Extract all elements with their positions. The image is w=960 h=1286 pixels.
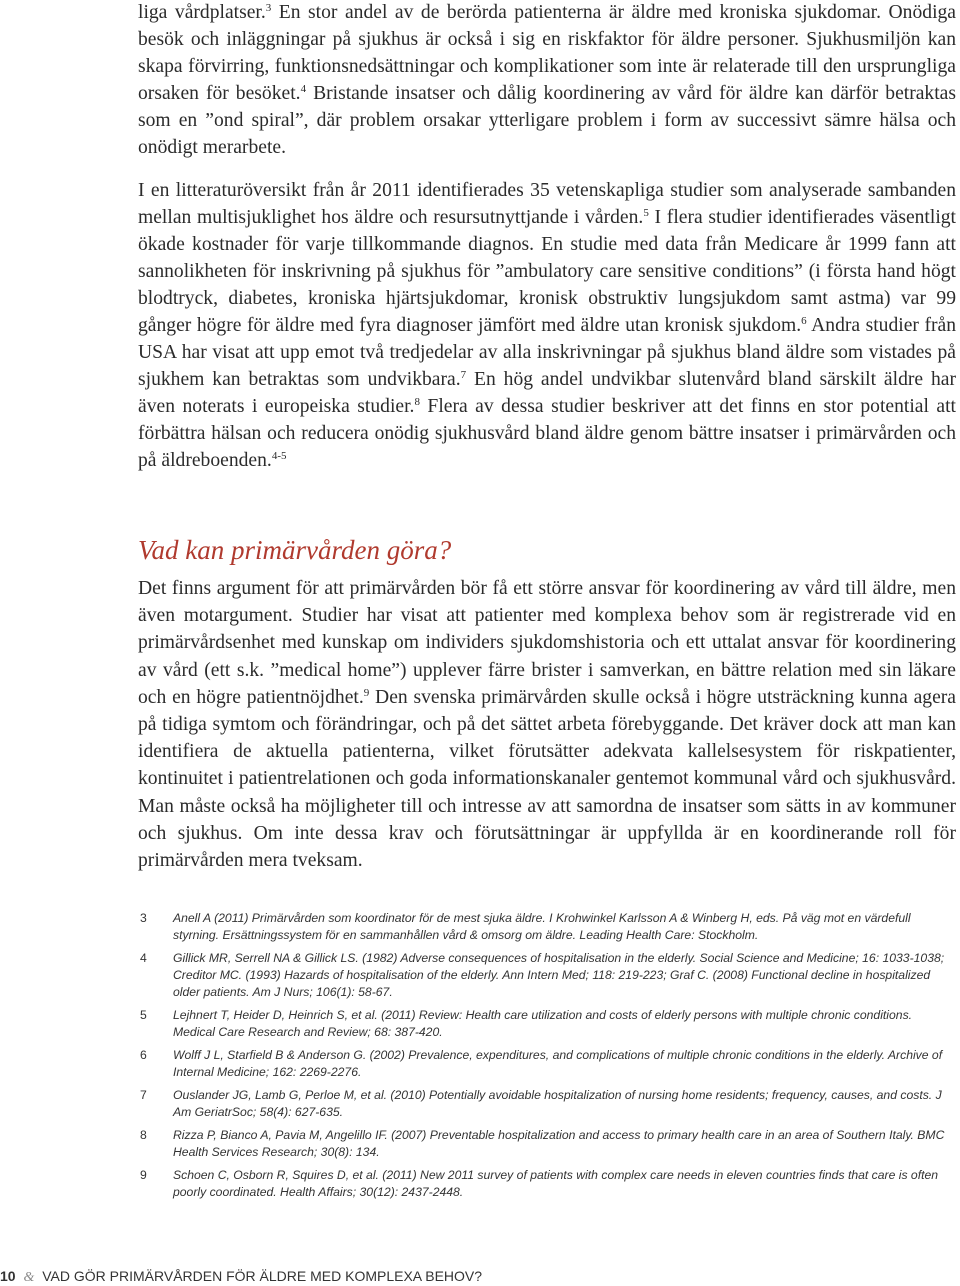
footnote bbox=[140, 1007, 956, 1041]
paragraph-1 bbox=[138, 0, 956, 161]
footnote bbox=[140, 910, 956, 944]
ampersand-mark: & bbox=[23, 1270, 35, 1285]
footnotes bbox=[140, 910, 956, 1207]
footnote-ref[interactable]: 5 bbox=[643, 207, 649, 220]
footnote-number: 5 bbox=[140, 1008, 147, 1022]
footnote bbox=[140, 950, 956, 1001]
footnote-number: 3 bbox=[140, 911, 147, 925]
footnote-number: 8 bbox=[140, 1128, 147, 1142]
footnote-ref[interactable]: 4-5 bbox=[271, 449, 287, 462]
footnote-text: Anell A (2011) Primärvården som koordinator för de mest sjuka äldre. I Krohwinkel Karlsson A & Winberg H, eds. På väg mot en värdefull styrning. Ersättningssystem för en sammanhållen vård & omsorg om äldre. Leading Health Care: Stockholm. bbox=[173, 911, 911, 942]
page-footer bbox=[0, 1268, 960, 1286]
section-heading: Vad kan primärvården göra? bbox=[138, 535, 452, 565]
footnote-number: 7 bbox=[140, 1088, 147, 1102]
paragraph-2-text: Flera av dessa studier beskriver att det finns en stor potential att förbättra hälsan och reducera onödig sjukhusvård bland äldre genom bättre insatser i primärvården och på äldreboenden. bbox=[138, 395, 956, 471]
footnote-ref[interactable]: 9 bbox=[363, 686, 370, 699]
footnote-number: 9 bbox=[140, 1168, 147, 1182]
footnote-number: 4 bbox=[140, 951, 147, 965]
footnote-ref[interactable]: 8 bbox=[414, 395, 420, 408]
footnote-text: Schoen C, Osborn R, Squires D, et al. (2011) New 2011 survey of patients with complex care needs in eleven countries finds that care is often poorly coordinated. Health Affairs; 30(12): 2437-2448. bbox=[173, 1168, 939, 1199]
paragraph-3-text: Den svenska primärvården skulle också i högre utsträckning kunna agera på tidiga symtom och förändringar, och på det sättet arbeta förebyggande. Det kräver dock att man kan identifiera de aktuella patienterna, vilket förutsätter adekvata kallelsesystem för riskpatienter, kontinuitet i patientrelationen och goda informationskanaler gentemot kommunal vård och sjukhusvård. Man måste också ha möjligheter till och intresse av att samordna de insatser som sätts in av kommuner och sjukhus. Om inte dessa krav och förutsättningar är uppfyllda är en koordinerande roll för primärvården mera tveksam. bbox=[138, 686, 956, 872]
paragraph-1-text: En stor andel av de berörda patienterna är äldre med kroniska sjukdomar. Onödiga besök och inläggningar på sjukhus är också i sig en riskfaktor för äldre personer. Sjukhusmiljön kan skapa förvirring, funktionsnedsättningar och komplikationer som inte är relaterade till den ursprungliga orsaken för besöket. bbox=[138, 2, 957, 104]
paragraph-1-text: Bristande insatser och dålig koordinering av vård för äldre kan därför betraktas som en ”ond spiral”, där problem orsakar ytterligare problem i form av successivt sämre hälsa och onödigt merarbete. bbox=[138, 82, 956, 158]
footnote bbox=[140, 1087, 956, 1121]
footnote bbox=[140, 1127, 956, 1161]
running-title: VAD GÖR PRIMÄRVÅRDEN FÖR ÄLDRE MED KOMPLEXA BEHOV? bbox=[42, 1268, 483, 1284]
paragraph-2-text: I flera studier identifierades väsentligt ökade kostnader för varje tillkommande diagnos. En studie med data från Medicare år 1999 fann att sannolikheten för inskrivning på sjukhus för ”ambulatory care sensitive conditions” (i första hand högt blodtryck, diabetes, kroniska hjärtsjukdomar, kronisk obstruktiv lungsjukdom samt astma) var 99 gånger högre för äldre med fyra diagnoser jämfört med äldre utan kronisk sjukdom. bbox=[138, 207, 957, 336]
footnote-text: Rizza P, Bianco A, Pavia M, Angelillo IF. (2007) Preventable hospitalization and access to primary health care in an area of Southern Italy. BMC Health Services Research; 30(8): 134. bbox=[173, 1128, 945, 1159]
footnote-text: Ouslander JG, Lamb G, Perloe M, et al. (2010) Potentially avoidable hospitalization of nursing home residents; frequency, causes, and costs. J Am GeriatrSoc; 58(4): 627-635. bbox=[173, 1088, 942, 1119]
paragraph-2-text: I en litteraturöversikt från år 2011 identifierades 35 vetenskapliga studier som analyserade sambanden mellan multisjuklighet hos äldre och resursutnyttjande i vården. bbox=[138, 180, 956, 229]
footnote-text: Wolff J L, Starfield B & Anderson G. (2002) Prevalence, expenditures, and complications of multiple chronic conditions in the elderly. Archive of Internal Medicine; 162: 2269-2276. bbox=[173, 1048, 943, 1079]
footnote-ref[interactable]: 4 bbox=[300, 82, 307, 95]
page-number: 10 bbox=[0, 1268, 16, 1284]
paragraph-2-text: Andra studier från USA har visat att upp emot två tredjedelar av alla inskrivningar på sjukhus bland äldre som vistades på sjukhem kan betraktas som undvikbara. bbox=[138, 314, 957, 390]
footnote-ref[interactable]: 7 bbox=[460, 368, 467, 381]
paragraph-2-text: En hög andel undvikbar slutenvård bland särskilt äldre har även noterats i europeiska studier. bbox=[138, 368, 956, 417]
footnote-ref[interactable]: 6 bbox=[801, 314, 807, 327]
paragraph-2 bbox=[138, 178, 956, 474]
footnote bbox=[140, 1167, 956, 1201]
paragraph-3 bbox=[138, 575, 956, 874]
footnote-number: 6 bbox=[140, 1048, 147, 1062]
footnote-ref[interactable]: 3 bbox=[265, 2, 272, 14]
paragraph-3-text: Det finns argument för att primärvården bör få ett större ansvar för koordinering av vård till äldre, men även motargument. Studier har visat att patienter med komplexa behov som är registrerade vid en primärvårdsenhet med kunskap om individers sjukdomshistoria och ett uttalat ansvar för koordinering av vård (ett s.k. ”medical home”) upplever färre brister i samverkan, en bättre relation med sin läkare och en högre patientnöjdhet. bbox=[138, 578, 956, 708]
paragraph-1-text: liga vårdplatser. bbox=[138, 2, 266, 23]
footnote bbox=[140, 1047, 956, 1081]
main-text bbox=[138, 0, 956, 474]
footnote-text: Lejhnert T, Heider D, Heinrich S, et al. (2011) Review: Health care utilization and costs of elderly persons with multiple chronic conditions. Medical Care Research and Review; 68: 387-420. bbox=[173, 1008, 913, 1039]
footnote-text: Gillick MR, Serrell NA & Gillick LS. (1982) Adverse consequences of hospitalisation in the elderly. Social Science and Medicine; 16: 1033-1038; Creditor MC. (1993) Hazards of hospitalisation of the elderly. Ann Intern Med; 118: 219-223; Graf C. (2008) Functional decline in hospitalized older patients. Am J Nurs; 106(1): 58-67. bbox=[173, 951, 945, 999]
